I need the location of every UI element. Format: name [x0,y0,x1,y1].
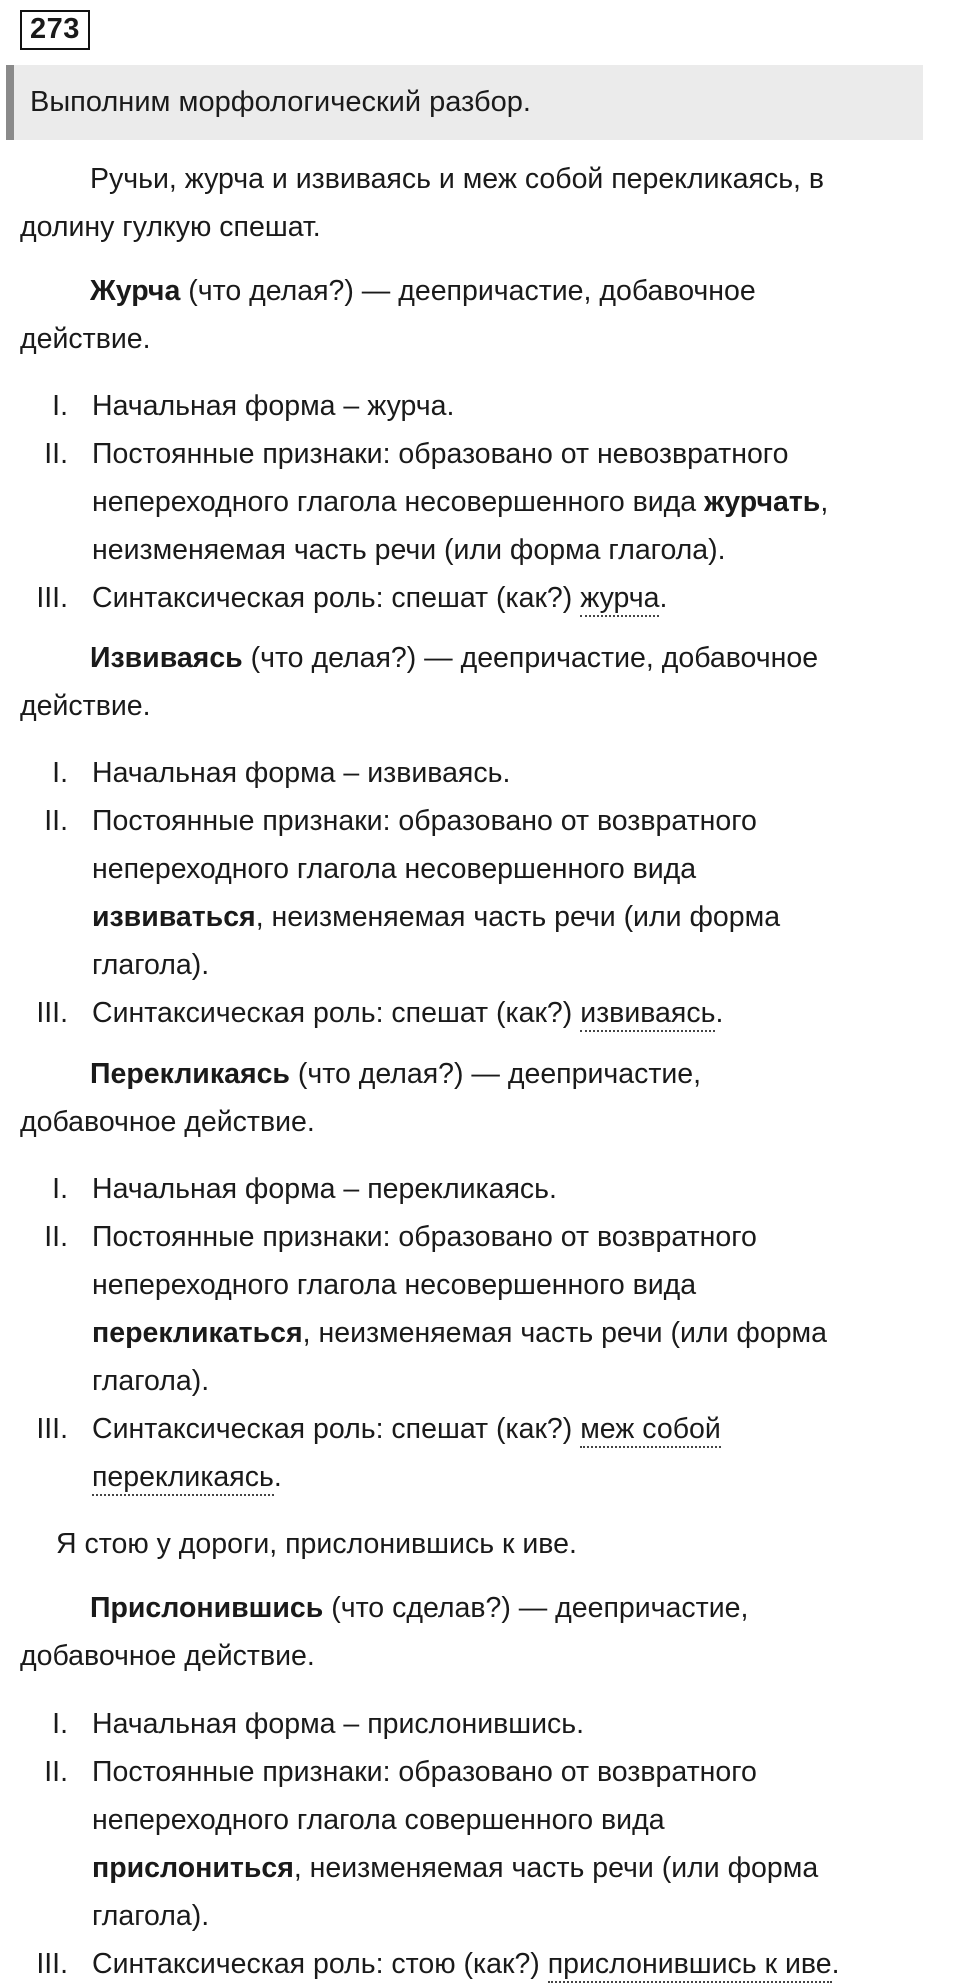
list-item-text: Синтаксическая роль: спешат (как?) [92,1413,581,1445]
roman-numeral: III. [36,1413,68,1445]
roman-numeral: II. [44,1221,68,1253]
list-item-text: непереходного глагола несовершенного вида [92,486,705,518]
underlined-circumstance: журча [580,582,659,617]
task-number: 273 [20,10,90,50]
list-item-text: , неизменяемая часть речи (или форма [255,901,781,933]
list-item-text: Постоянные признаки: образовано от возвратного [92,1221,757,1253]
list-item-text: непереходного глагола совершенного вида [92,1804,665,1836]
word-question-continued: действие. [20,690,151,722]
infinitive-bold: журчать [704,486,821,518]
list-item-text: , неизменяемая часть речи (или форма [302,1317,827,1349]
sentence-2-text: Я стою у дороги, прислонившись к иве. [56,1528,577,1560]
sentence-1-line-2: долину гулкую спешат. [20,211,321,243]
list-item-text: Начальная форма – журча. [92,390,455,422]
list-item-text: , [820,486,829,518]
list-item-text: , неизменяемая часть речи (или форма [293,1852,819,1884]
roman-numeral: III. [36,997,68,1029]
roman-numeral: I. [52,1173,68,1205]
underlined-circumstance: прислонившись к иве [548,1948,832,1983]
word-question-continued: добавочное действие. [20,1640,315,1672]
analysis-heading-zhurcha [20,267,945,363]
analysis-heading-prislonivshis [20,1584,945,1680]
list-item-text: глагола). [92,949,210,981]
list-item-text: Синтаксическая роль: стою (как?) [92,1948,548,1980]
list-item-text: Постоянные признаки: образовано от возвратного [92,1756,757,1788]
list-item-text: непереходного глагола несовершенного вида [92,853,697,885]
list-item-text: . [831,1948,840,1980]
word-question: (что делая?) — деепричастие, добавочное [242,642,819,674]
list-item-text: Синтаксическая роль: спешат (как?) [92,582,581,614]
roman-numeral: I. [52,390,68,422]
roman-numeral: III. [36,1948,68,1980]
analyzed-word: Извиваясь [90,642,243,674]
list-item-text: . [715,997,724,1029]
sentence-1 [20,155,945,251]
analysis-heading-izvivayas [20,634,945,730]
list-item-text: Начальная форма – перекликаясь. [92,1173,557,1205]
infinitive-bold: прислониться [92,1852,294,1884]
analyzed-word: Перекликаясь [90,1058,290,1090]
word-question: (что делая?) — деепричастие, добавочное [180,275,756,307]
list-item-text: глагола). [92,1900,210,1932]
word-question-continued: действие. [20,323,151,355]
underlined-circumstance: извиваясь [580,997,715,1032]
analysis-heading-pereklikayas [20,1050,945,1146]
word-question: (что делая?) — деепричастие, [289,1058,702,1090]
list-item-text: Начальная форма – извиваясь. [92,757,511,789]
infinitive-bold: перекликаться [92,1317,303,1349]
analyzed-word: Прислонившись [90,1592,324,1624]
list-item-text: . [273,1461,282,1493]
list-item-text: Синтаксическая роль: спешат (как?) [92,997,581,1029]
list-item-text: глагола). [92,1365,210,1397]
word-question-continued: добавочное действие. [20,1106,315,1138]
list-item-text: непереходного глагола несовершенного вида [92,1269,697,1301]
roman-numeral: II. [44,438,68,470]
sentence-2 [20,1520,945,1568]
list-item-text: неизменяемая часть речи (или форма глагола). [92,534,726,566]
underlined-circumstance: перекликаясь [92,1461,274,1496]
list-item-text: Постоянные признаки: образовано от невозвратного [92,438,789,470]
list-item-text: Начальная форма – прислонившись. [92,1708,585,1740]
sentence-1-line-1: Ручьи, журча и извиваясь и меж собой перекликаясь, в [90,163,825,195]
analyzed-word: Журча [90,275,181,307]
list-item-text: Постоянные признаки: образовано от возвратного [92,805,757,837]
roman-numeral: I. [52,1708,68,1740]
roman-numeral: II. [44,805,68,837]
word-question: (что сделав?) — деепричастие, [323,1592,749,1624]
infinitive-bold: извиваться [92,901,256,933]
list-item-text: . [659,582,668,614]
task-banner: Выполним морфологический разбор. [6,65,923,140]
underlined-circumstance: меж собой [580,1413,721,1448]
roman-numeral: II. [44,1756,68,1788]
roman-numeral: III. [36,582,68,614]
roman-numeral: I. [52,757,68,789]
